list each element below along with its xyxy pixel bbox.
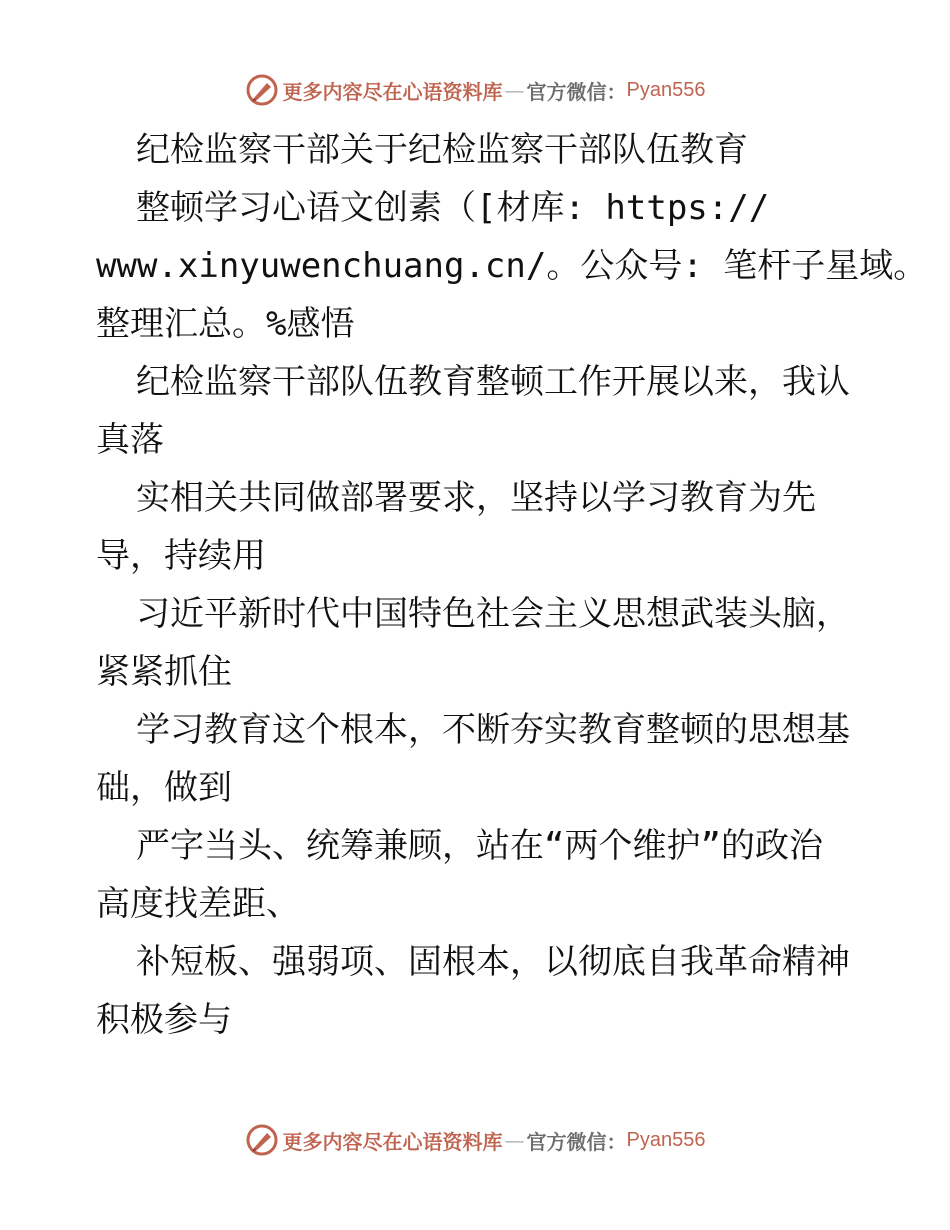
watermark-separator: — [504,78,525,102]
watermark-wechat-label: 官方微信： [526,1129,627,1154]
text-line: 积极参与 [96,1000,232,1040]
pen-nib-circle-icon [245,1123,279,1157]
watermark-account: Pyan556 [626,78,706,101]
text-line: 导，持续用 [96,536,266,576]
text-line: 实相关共同做部署要求，坚持以学习教育为先 [136,478,816,518]
header-watermark [0,70,950,110]
footer-watermark [0,1120,950,1160]
text-line: 严字当头、统筹兼顾，站在“两个维护”的政治 [136,826,823,866]
watermark-separator: — [504,1128,525,1152]
watermark-brand: 更多内容尽在心语资料库 [282,79,503,104]
watermark-brand: 更多内容尽在心语资料库 [282,1129,503,1154]
watermark-account: Pyan556 [626,1128,706,1151]
text-line: 础，做到 [96,768,232,808]
text-line: 纪检监察干部队伍教育整顿工作开展以来，我认 [136,362,850,402]
text-line: 整顿学习心语文创素（[材库: https:// [136,188,770,228]
text-line: 整理汇总。%感悟 [96,304,355,344]
text-line: 补短板、强弱项、固根本，以彻底自我革命精神 [136,942,850,982]
text-line: 高度找差距、 [96,884,300,924]
text-line: 真落 [96,420,164,460]
pen-nib-circle-icon [245,73,279,107]
text-line: 学习教育这个根本，不断夯实教育整顿的思想基 [136,710,850,750]
text-line: www.xinyuwenchuang.cn/。公众号: 笔杆子星域。 [96,246,928,286]
text-line: 习近平新时代中国特色社会主义思想武装头脑， [136,594,850,634]
text-line: 紧紧抓住 [96,652,232,692]
watermark-wechat-label: 官方微信： [526,79,627,104]
text-line: 纪检监察干部关于纪检监察干部队伍教育 [136,130,748,170]
document-body [96,121,928,1049]
